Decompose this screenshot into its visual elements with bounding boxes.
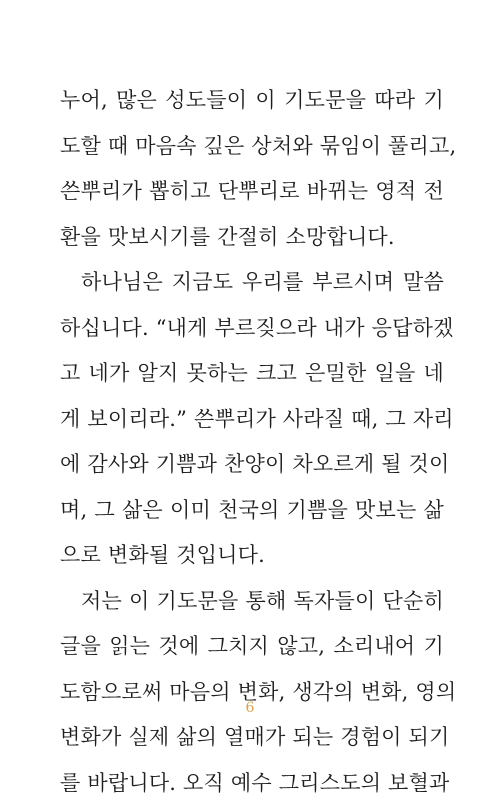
text-line: 게 보이리라.” 쓴뿌리가 사라질 때, 그 자리	[60, 403, 444, 449]
text-line: 누어, 많은 성도들이 이 기도문을 따라 기	[60, 84, 444, 130]
paragraph-start-line: 하나님은 지금도 우리를 부르시며 말씀	[60, 266, 444, 312]
text-line: 으로 변화될 것입니다.	[60, 539, 444, 585]
text-line: 도함으로써 마음의 변화, 생각의 변화, 영의	[60, 676, 444, 722]
text-line: 를 바랍니다. 오직 예수 그리스도의 보혈과	[60, 767, 444, 812]
text-line: 변화가 실제 삶의 열매가 되는 경험이 되기	[60, 721, 444, 767]
text-line: 며, 그 삶은 이미 천국의 기쁨을 맛보는 삶	[60, 494, 444, 540]
paragraph-start-line: 저는 이 기도문을 통해 독자들이 단순히	[60, 585, 444, 631]
text-line: 고 네가 알지 못하는 크고 은밀한 일을 네	[60, 357, 444, 403]
text-line: 쓴뿌리가 뽑히고 단뿌리로 바뀌는 영적 전	[60, 175, 444, 221]
text-line: 에 감사와 기쁨과 찬양이 차오르게 될 것이	[60, 448, 444, 494]
text-line: 도할 때 마음속 깊은 상처와 묶임이 풀리고,	[60, 130, 444, 176]
text-line: 하십니다. “내게 부르짖으라 내가 응답하겠	[60, 312, 444, 358]
text-line: 글을 읽는 것에 그치지 않고, 소리내어 기	[60, 630, 444, 676]
page-number: 6	[0, 700, 500, 716]
text-line: 환을 맛보시기를 간절히 소망합니다.	[60, 221, 444, 267]
